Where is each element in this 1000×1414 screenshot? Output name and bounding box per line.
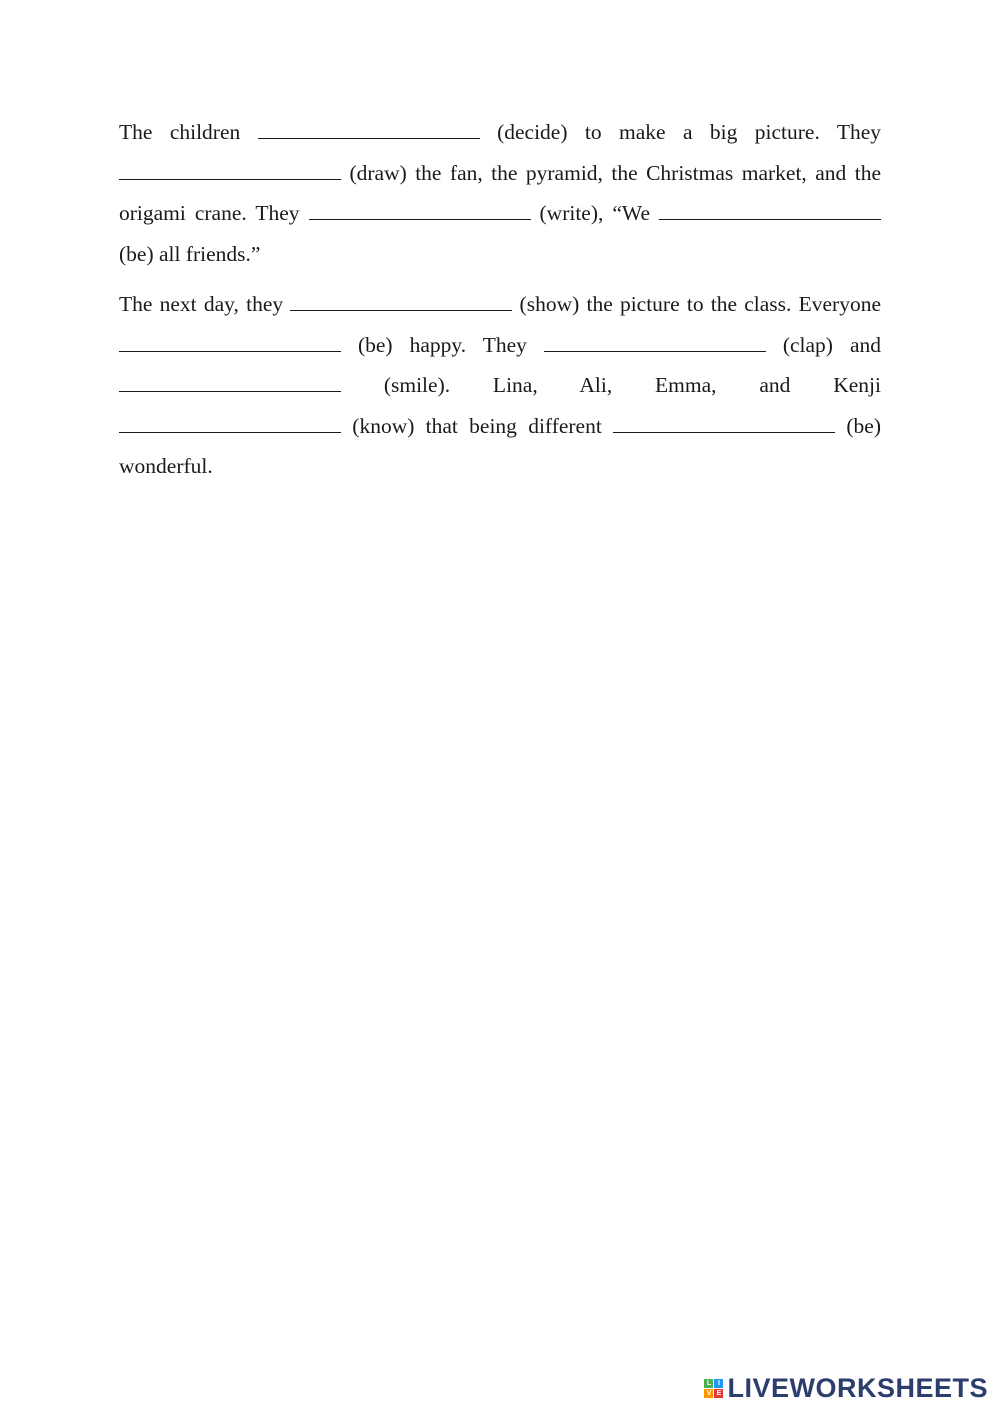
text-segment: (draw) the fan, the pyramid, the Christmas market, and the origami crane. They bbox=[119, 160, 881, 225]
answer-blank-know[interactable] bbox=[119, 412, 341, 433]
text-segment: (write), “We bbox=[539, 201, 651, 225]
paragraph-2 bbox=[119, 284, 881, 487]
answer-blank-be-2[interactable] bbox=[119, 331, 341, 352]
paragraph-1 bbox=[119, 112, 881, 274]
text-segment: (be) wonderful. bbox=[119, 413, 882, 478]
answer-blank-smile[interactable] bbox=[119, 371, 341, 392]
text-segment: (be) all friends.” bbox=[119, 241, 261, 266]
liveworksheets-logo-icon bbox=[704, 1379, 723, 1398]
text-segment: The next day, they bbox=[119, 292, 284, 316]
text-segment: (be) happy. They bbox=[357, 332, 527, 357]
logo-letter-e: E bbox=[714, 1389, 723, 1398]
logo-letter-l: L bbox=[704, 1379, 713, 1388]
text-segment: (smile). Lina, Ali, Emma, and Kenji bbox=[383, 373, 881, 397]
text-segment: The children bbox=[119, 120, 241, 144]
text-segment: (clap) and bbox=[782, 332, 881, 357]
text-segment: (show) the picture to the class. Everyone bbox=[519, 292, 882, 316]
worksheet-page bbox=[119, 112, 881, 497]
answer-blank-write[interactable] bbox=[309, 199, 531, 220]
logo-letter-i: I bbox=[714, 1379, 723, 1388]
answer-blank-clap[interactable] bbox=[544, 331, 766, 352]
answer-blank-decide[interactable] bbox=[258, 118, 480, 139]
answer-blank-draw[interactable] bbox=[119, 159, 341, 180]
answer-blank-show[interactable] bbox=[290, 290, 512, 311]
logo-letter-v: V bbox=[704, 1389, 713, 1398]
text-segment: (know) that being different bbox=[352, 413, 602, 438]
answer-blank-be-3[interactable] bbox=[613, 412, 835, 433]
brand-name: LIVEWORKSHEETS bbox=[727, 1373, 988, 1403]
liveworksheets-brand[interactable] bbox=[704, 1373, 988, 1404]
answer-blank-be-1[interactable] bbox=[659, 199, 881, 220]
text-segment: (decide) to make a big picture. They bbox=[497, 120, 882, 144]
